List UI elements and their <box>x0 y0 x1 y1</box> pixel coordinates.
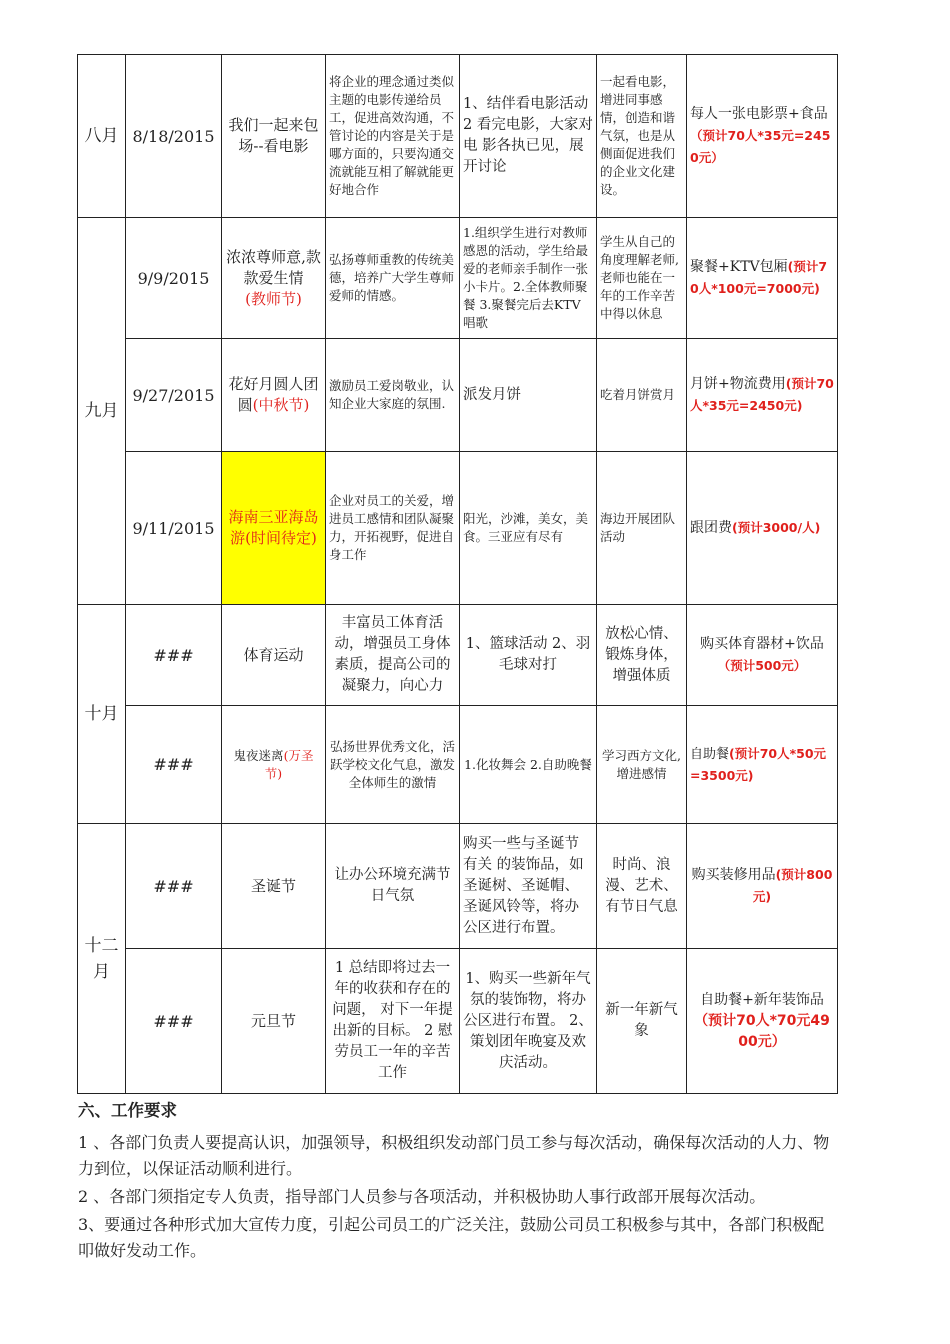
activity-name: 浓浓尊师意,款款爱生情 <box>226 247 321 287</box>
activity-name-cell <box>222 218 326 339</box>
date-cell: 9/9/2015 <box>126 218 222 339</box>
budget-cell <box>687 706 838 824</box>
budget-cell <box>687 949 838 1094</box>
content-cell: 阳光，沙滩，美女，美食。三亚应有尽有 <box>460 452 597 605</box>
budget-text: 购买装修用品 <box>691 867 776 883</box>
activity-name: 元旦节 <box>250 1011 296 1030</box>
purpose-cell: 弘扬尊师重教的传统美德，培养广大学生尊师爱师的情感。 <box>326 218 460 339</box>
purpose-cell: 弘扬世界优秀文化，活跃学校文化气息，激发全体师生的激情 <box>326 706 460 824</box>
budget-text: 自助餐+新年装饰品 <box>700 991 824 1008</box>
date-cell: 8/18/2015 <box>126 55 222 218</box>
table-row <box>78 706 838 824</box>
content-cell: 派发月饼 <box>460 339 597 452</box>
activity-name-cell <box>222 949 326 1094</box>
activity-name-cell <box>222 339 326 452</box>
budget-cell <box>687 452 838 605</box>
budget-note: (预计70人*35元=2450元) <box>690 376 834 413</box>
activity-plan-table <box>77 54 838 1094</box>
budget-note: (预计70人*100元=7000元) <box>690 259 828 296</box>
purpose-cell: 激励员工爱岗敬业，认知企业大家庭的氛围. <box>326 339 460 452</box>
month-cell: 十月 <box>78 605 126 824</box>
requirement-item: 2 、各部门须指定专人负责，指导部门人员参与各项活动，并积极协助人事行政部开展每次活动。 <box>78 1187 766 1206</box>
content-cell: 1.组织学生进行对教师感恩的活动，学生给最爱的老师亲手制作一张小卡片。2.全体教师聚餐 3.聚餐完后去KTV唱歌 <box>460 218 597 339</box>
activity-name-cell <box>222 452 326 605</box>
table-row <box>78 452 838 605</box>
section-heading: 六、工作要求 <box>78 1101 177 1120</box>
table-row <box>78 824 838 949</box>
activity-name-cell <box>222 605 326 706</box>
budget-cell <box>687 605 838 706</box>
budget-text: 聚餐+KTV包厢 <box>690 259 788 275</box>
activity-name-note: (教师节) <box>245 289 302 308</box>
effect-cell: 时尚、浪漫、艺术、有节日气息 <box>597 824 687 949</box>
month-cell: 八月 <box>78 55 126 218</box>
activity-name-cell <box>222 706 326 824</box>
budget-note: （预计70人*35元=2450元） <box>690 127 831 165</box>
purpose-cell: 丰富员工体育活动，增强员工身体素质，提高公司的凝聚力，向心力 <box>326 605 460 706</box>
effect-cell: 吃着月饼赏月 <box>597 339 687 452</box>
date-cell: 9/27/2015 <box>126 339 222 452</box>
budget-note: (预计800元) <box>752 867 833 904</box>
activity-name: 圣诞节 <box>250 876 296 895</box>
content-cell: 1、结伴看电影活动 2 看完电影，大家对电 影各执已见，展开讨论 <box>460 55 597 218</box>
work-requirements <box>78 1098 838 1266</box>
budget-text: 购买体育器材+饮品 <box>700 635 824 652</box>
purpose-cell: 让办公环境充满节日气氛 <box>326 824 460 949</box>
budget-note: (预计70人*50元=3500元) <box>690 745 827 783</box>
activity-name-note: (时间待定) <box>245 529 317 547</box>
month-cell: 十二月 <box>78 824 126 1094</box>
date-cell: ### <box>126 706 222 824</box>
budget-text: 月饼+物流费用 <box>690 376 786 392</box>
budget-cell <box>687 339 838 452</box>
activity-name-note: (中秋节) <box>252 396 310 414</box>
effect-cell: 学生从自己的角度理解老师,老师也能在一年的工作辛苦中得以休息 <box>597 218 687 339</box>
budget-cell <box>687 218 838 339</box>
budget-text: 自助餐 <box>690 746 730 762</box>
content-cell: 1.化妆舞会 2.自助晚餐 <box>460 706 597 824</box>
activity-name-cell <box>222 824 326 949</box>
activity-name-cell <box>222 55 326 218</box>
date-cell: ### <box>126 824 222 949</box>
effect-cell: 新一年新气象 <box>597 949 687 1094</box>
table-row <box>78 949 838 1094</box>
table-row <box>78 339 838 452</box>
purpose-cell: 企业对员工的关爱，增进员工感情和团队凝聚力，开拓视野，促进自身工作 <box>326 452 460 605</box>
date-cell: ### <box>126 949 222 1094</box>
budget-note: （预计70人*70元4900元） <box>694 1012 830 1050</box>
content-cell: 1、购买一些新年气氛的装饰物，将办公区进行布置。 2、策划团年晚宴及欢庆活动。 <box>460 949 597 1094</box>
requirement-item: 1 、各部门负责人要提高认识，加强领导，积极组织发动部门员工参与每次活动，确保每次活动的人力、物力到位，以保证活动顺利进行。 <box>78 1133 830 1178</box>
activity-name: 花好月圆人团圆 <box>228 375 319 414</box>
table-row <box>78 218 838 339</box>
activity-name: 我们一起来包场--看电影 <box>228 116 319 155</box>
budget-note: （预计500元） <box>717 657 807 673</box>
activity-name: 海南三亚海岛游 <box>228 508 319 547</box>
table-row <box>78 605 838 706</box>
effect-cell: 放松心情、锻炼身体，增强体质 <box>597 605 687 706</box>
budget-text: 跟团费 <box>690 520 732 536</box>
activity-name-note: (万圣节) <box>264 747 314 781</box>
requirement-item: 3、要通过各种形式加大宣传力度，引起公司员工的广泛关注，鼓励公司员工积极参与其中，各部门积极配叩做好发动工作。 <box>78 1215 825 1260</box>
date-cell: ### <box>126 605 222 706</box>
budget-note: (预计3000/人) <box>732 520 821 535</box>
content-cell: 购买一些与圣诞节有关 的装饰品，如圣诞树、圣诞帽、圣诞风铃等，将办公区进行布置。 <box>460 824 597 949</box>
effect-cell: 学习西方文化,增进感情 <box>597 706 687 824</box>
date-cell: 9/11/2015 <box>126 452 222 605</box>
effect-cell: 海边开展团队活动 <box>597 452 687 605</box>
purpose-cell: 将企业的理念通过类似主题的电影传递给员工，促进高效沟通，不管讨论的内容是关于是哪方面的，只要沟通交流就能互相了解就能更好地合作 <box>326 55 460 218</box>
activity-name: 体育运动 <box>243 645 304 664</box>
budget-text: 每人一张电影票+食品 <box>690 105 828 122</box>
effect-cell: 一起看电影，增进同事感情，创造和谐气氛，也是从侧面促进我们的企业文化建设。 <box>597 55 687 218</box>
table-row <box>78 55 838 218</box>
month-cell: 九月 <box>78 218 126 605</box>
activity-name: 鬼夜迷离 <box>233 747 284 763</box>
budget-cell <box>687 824 838 949</box>
content-cell: 1、篮球活动 2、羽毛球对打 <box>460 605 597 706</box>
purpose-cell: 1 总结即将过去一年的收获和存在的问题， 对下一年提出新的目标。 2 慰劳员工一年的辛苦工作 <box>326 949 460 1094</box>
budget-cell <box>687 55 838 218</box>
